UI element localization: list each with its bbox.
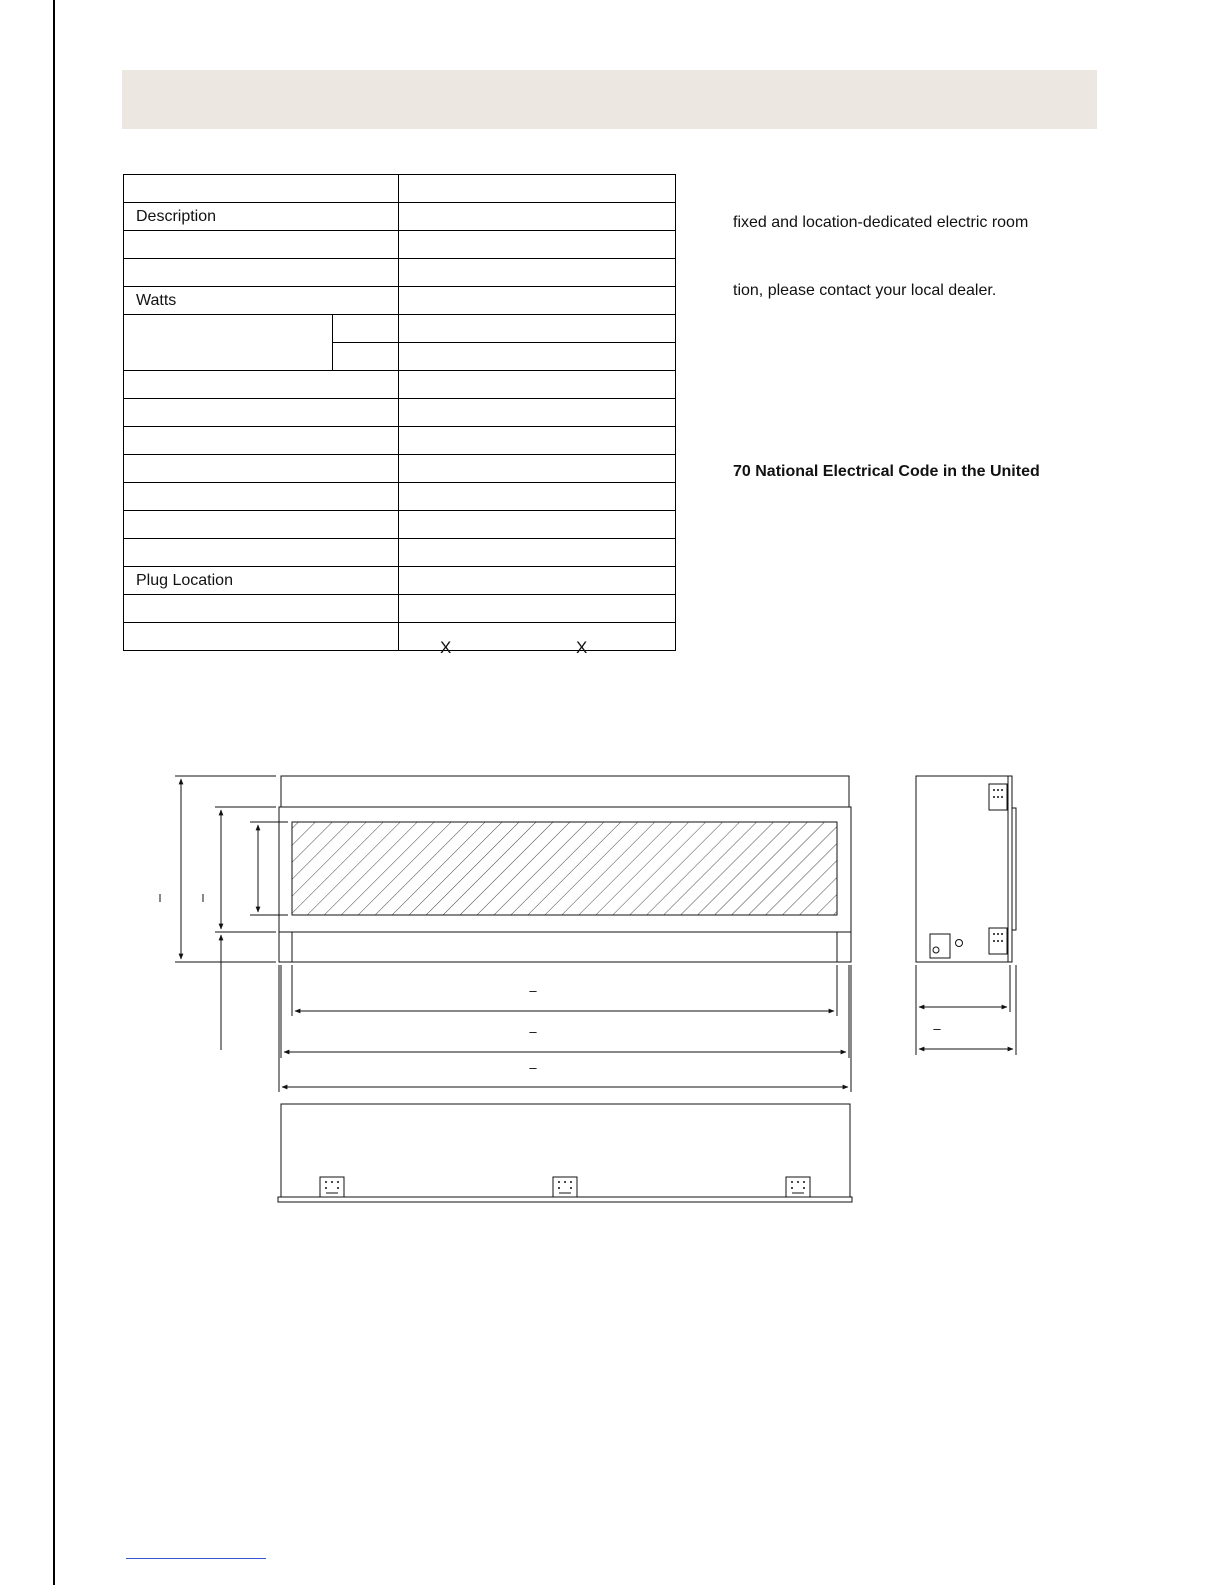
width-dimensions [279,965,851,1092]
side-view [916,776,1016,1055]
note-text-line: fixed and location-dedicated electric room [733,214,1029,231]
dimension-label: – [933,1021,941,1036]
dimension-separator: X [440,638,452,657]
footer-link-underline [126,1558,266,1559]
height-dimensions [160,776,288,1050]
plug-outlet [956,940,963,947]
top-trim [281,776,849,807]
front-view [279,776,851,962]
top-body [281,1104,850,1197]
mounting-bracket [786,1177,810,1197]
plug-box [930,934,950,958]
glass-window [292,822,837,915]
dimension-label: – [529,1060,537,1075]
plug-location-label: Plug Location [124,567,399,595]
note-text-line: tion, please contact your local dealer. [733,282,997,299]
watts-label: Watts [124,287,399,315]
mounting-bracket [320,1177,344,1197]
dimension-label: – [529,983,537,998]
note-text-line: 70 National Electrical Code in the United [733,463,1040,480]
top-view [278,1104,852,1202]
mounting-bracket [553,1177,577,1197]
dimension-label: – [529,1024,537,1039]
bottom-trim [279,932,851,962]
description-label: Description [124,203,399,231]
dimension-separator: X [576,638,588,657]
